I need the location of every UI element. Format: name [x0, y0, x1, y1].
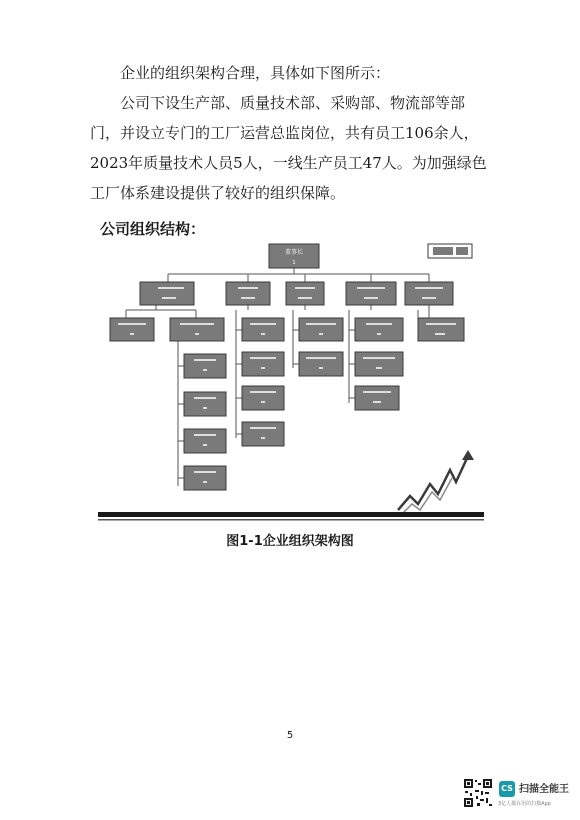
org-chart-figure — [96, 238, 488, 528]
org-box-dept-5 — [405, 282, 453, 305]
intro-paragraph: 企业的组织架构合理，具体如下图所示： — [120, 64, 391, 82]
watermark-app-name: 扫描全能王 — [519, 784, 569, 795]
trend-arrow-graphic — [398, 450, 474, 514]
org-box-log-1 — [355, 352, 403, 376]
org-box-sub-2 — [170, 318, 224, 341]
camscanner-logo: CS — [499, 781, 515, 797]
org-box-prod-2 — [184, 392, 226, 416]
figure-caption: 图1-1企业组织架构图 — [226, 534, 354, 549]
watermark-slogan: 3亿人都在用的扫描App — [498, 801, 551, 807]
org-box-prod-1 — [184, 354, 226, 378]
org-box-qa-1 — [242, 352, 284, 376]
org-box-prod-4 — [184, 466, 226, 490]
qr-code-icon — [463, 778, 493, 808]
org-box-top — [269, 244, 319, 268]
page-number: 5 — [286, 730, 294, 741]
org-box-prod-3 — [184, 429, 226, 453]
org-box-dept-2 — [226, 282, 270, 305]
legend-box — [428, 244, 472, 258]
org-box-pur-1 — [299, 352, 343, 376]
org-box-sub-4 — [299, 318, 343, 341]
org-box-sub-1 — [110, 318, 154, 341]
org-box-log-2 — [355, 386, 399, 410]
org-box-dept-1 — [140, 282, 194, 305]
org-boxes-level2 — [110, 318, 464, 341]
svg-text:1: 1 — [292, 260, 296, 266]
body-paragraph: 公司下设生产部、质量技术部、采购部、物流部等部门，并设立专门的工厂运营总监岗位，共有员工106余人，2023年质量技术人员5人，一线生产员工47人。为加强绿色工厂体系建设提供了较好的组织保障。 — [90, 94, 487, 202]
org-box-sub-3 — [242, 318, 284, 341]
org-box-dept-3 — [286, 282, 324, 305]
box-marks — [118, 287, 456, 483]
org-box-qa-2 — [242, 386, 284, 410]
section-title: 公司组织结构： — [100, 220, 206, 238]
org-boxes-level1 — [140, 282, 453, 305]
baseline-bar — [98, 512, 484, 521]
org-box-sub-6 — [418, 318, 464, 341]
org-box-qa-3 — [242, 422, 284, 446]
svg-text:董事长: 董事长 — [284, 249, 304, 256]
org-boxes-level3 — [184, 352, 403, 490]
org-box-dept-4 — [346, 282, 396, 305]
org-box-sub-5 — [355, 318, 403, 341]
